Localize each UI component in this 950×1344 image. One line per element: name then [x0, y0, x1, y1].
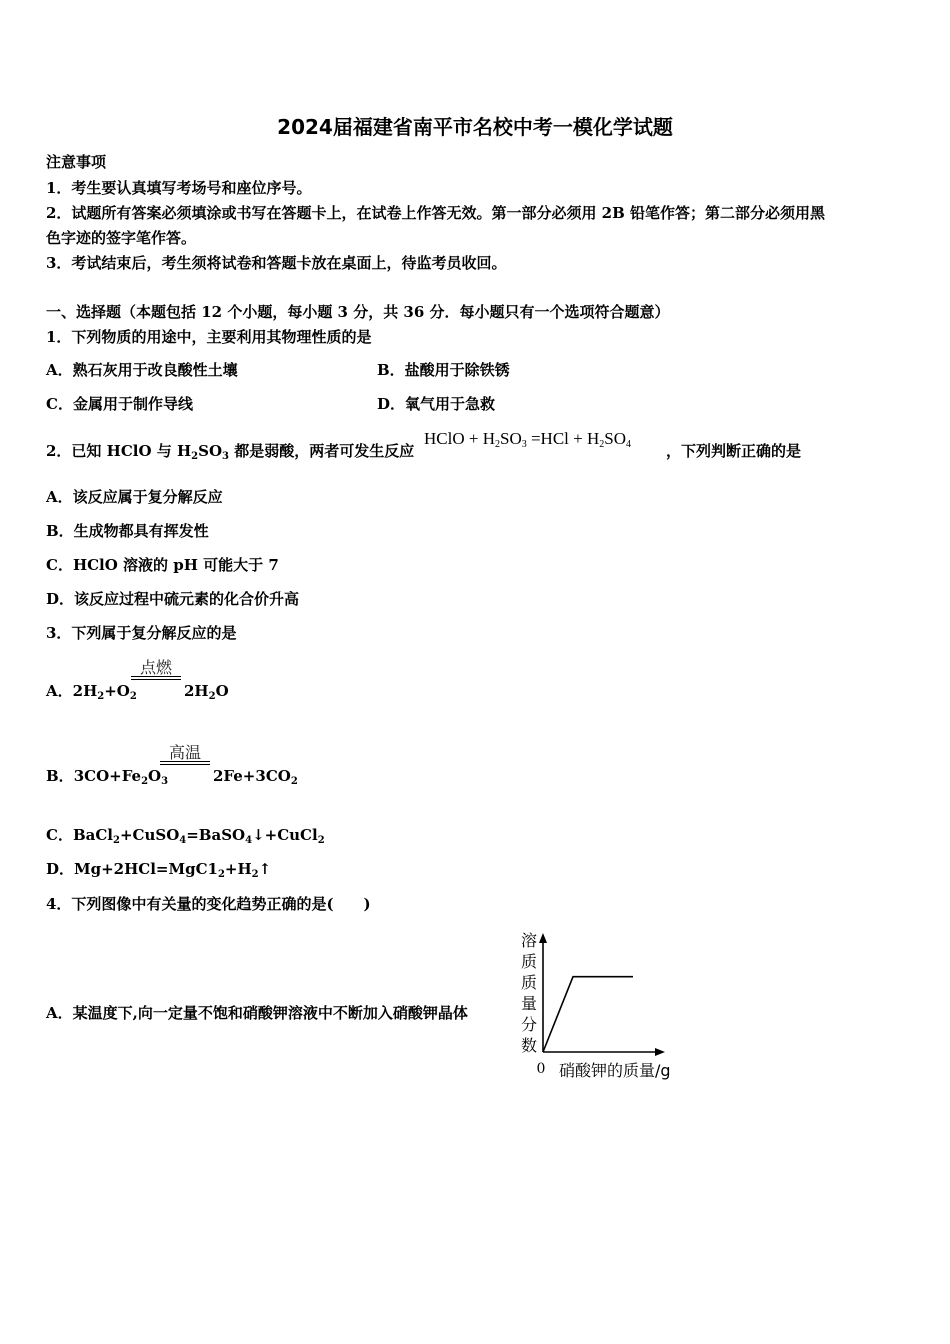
q1-option-a: A．熟石灰用于改良酸性土壤 [46, 361, 238, 379]
q2-stem: 2．已知 HClO 与 $H_2SO_3$ 都是弱酸，两者可发生反应 [46, 442, 415, 462]
page-title: 2024届福建省南平市名校中考一模化学试题 [277, 115, 673, 139]
y-axis-arrow [539, 933, 547, 943]
q2-option-d: D．该反应过程中硫元素的化合价升高 [46, 590, 300, 608]
series-line [543, 977, 633, 1052]
q1-option-c: C．金属用于制作导线 [46, 395, 193, 413]
q3-option-b: B．$3CO+Fe_2O_3$ [46, 767, 169, 787]
notice-item-1: 1．考生要认真填写考场号和座位序号。 [46, 179, 312, 197]
y-axis-label-char: 分 [520, 1015, 538, 1034]
q2-equation: HClO + $H_2SO_3 =HCl + H_2SO_4$ [424, 429, 631, 450]
notice-item-3: 3．考试结束后，考生须将试卷和答题卡放在桌面上，待监考员收回。 [46, 254, 507, 272]
notice-heading: 注意事项 [46, 153, 107, 171]
q4-option-a: A．某温度下,向一定量不饱和硝酸钾溶液中不断加入硝酸钾晶体 [46, 1004, 468, 1022]
q2-stem-end: ，下列判断正确的是 [666, 442, 802, 460]
q2-option-c: C．HClO 溶液的 pH 可能大于 7 [46, 556, 279, 574]
q3-option-d: D．$Mg+2HCl=MgC1_2+H_2↑$ [46, 860, 272, 880]
y-axis-label-char: 质 [520, 973, 538, 992]
section-heading: 一、选择题（本题包括 12 个小题，每小题 3 分，共 36 分．每小题只有一个选项符合题意） [46, 303, 670, 321]
q3-option-c: C．BaCl$_2$+CuSO$_4$=BaSO$_4$↓+CuCl$_2$ [46, 826, 325, 846]
q1-option-d: D．氧气用于急救 [377, 395, 496, 413]
x-axis-label: 硝酸钾的质量/g [559, 1061, 671, 1080]
notice-item-2-cont: 色字迹的签字笔作答。 [46, 229, 197, 247]
q3-option-a: A．$2H_2+O_2$ [46, 682, 137, 702]
q3-b-equals-line [160, 761, 210, 765]
q1-stem: 1．下列物质的用途中，主要利用其物理性质的是 [46, 328, 372, 346]
y-axis-label [521, 931, 537, 1055]
y-axis-label-char: 质 [520, 952, 538, 971]
y-axis-label-char: 溶 [520, 931, 538, 950]
q1-option-b: B．盐酸用于除铁锈 [377, 361, 510, 379]
x-axis-arrow [655, 1048, 665, 1056]
q3-b-product: $2Fe+3CO_2$ [213, 767, 298, 787]
q3-a-equals-line [131, 676, 181, 680]
notice-item-2: 2．试题所有答案必须填涂或书写在答题卡上，在试卷上作答无效。第一部分必须用 2B 铅笔作答；第二部分必须用黑 [46, 204, 826, 222]
origin-label: 0 [536, 1061, 546, 1077]
solubility-chart [505, 925, 690, 1085]
q3-a-condition: 点燃 [139, 658, 172, 677]
q3-b-condition: 高温 [168, 743, 201, 762]
q2-option-a: A．该反应属于复分解反应 [46, 488, 223, 506]
q3-stem: 3．下列属于复分解反应的是 [46, 624, 237, 642]
q2-option-b: B．生成物都具有挥发性 [46, 522, 209, 540]
q4-stem: 4．下列图像中有关量的变化趋势正确的是( ) [46, 895, 371, 913]
y-axis-label-char: 数 [520, 1036, 538, 1055]
q3-a-product: $2H_2O$ [184, 682, 229, 702]
y-axis-label-char: 量 [520, 994, 538, 1013]
